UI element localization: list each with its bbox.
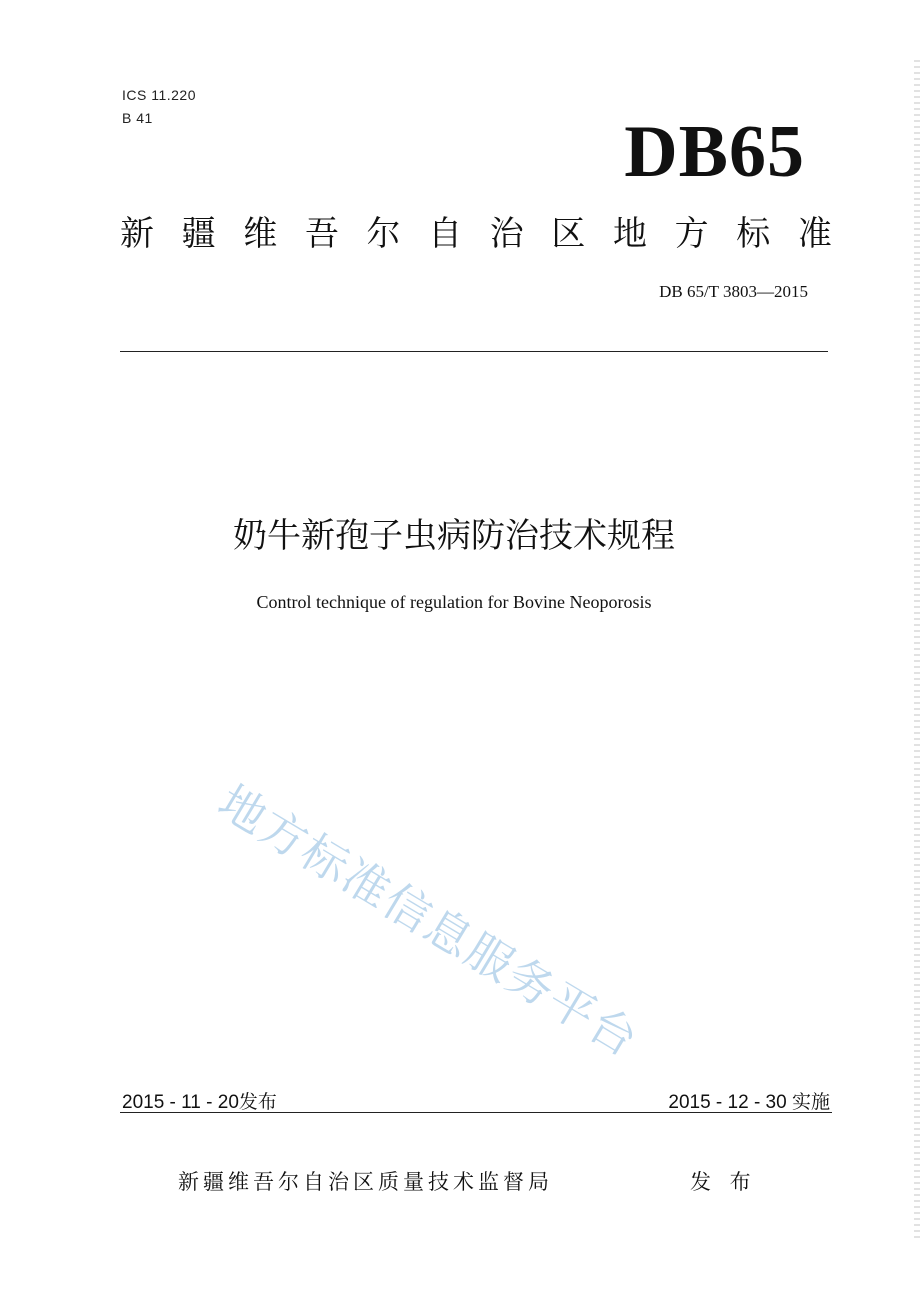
standard-type-char: 吾: [304, 214, 339, 254]
standard-type-char: 新: [120, 214, 154, 254]
issuing-authority: 新疆维吾尔自治区质量技术监督局: [178, 1170, 553, 1194]
standard-type-char: 准: [797, 214, 832, 254]
standard-type-char: 区: [551, 214, 586, 254]
scan-edge-artifact: [914, 60, 920, 1240]
document-title-chinese: 奶牛新孢子虫病防治技术规程: [233, 516, 675, 556]
issuing-authority-suffix: 发 布: [690, 1170, 757, 1194]
watermark-text: 地方标准信息服务平台: [209, 774, 649, 1068]
standard-type-char: 疆: [181, 214, 216, 254]
ccs-code: B 41: [122, 110, 153, 126]
issue-date-value: 2015 - 11 - 20: [122, 1092, 239, 1113]
standard-type-char: 尔: [366, 214, 401, 254]
implementation-date: [668, 1087, 830, 1114]
document-title-english: Control technique of regulation for Bovine Neoporosis: [256, 592, 652, 612]
standard-number: DB 65/T 3803—2015: [659, 282, 808, 301]
db-logo: DB65: [624, 111, 805, 193]
standard-type-char: 治: [489, 214, 524, 254]
issue-date: [122, 1087, 277, 1114]
standard-type-char: 维: [243, 214, 278, 254]
implementation-date-label: 实施: [791, 1091, 830, 1113]
ics-code: ICS 11.220: [122, 87, 197, 103]
issue-date-label: 发布: [238, 1091, 277, 1113]
standard-type-heading: [120, 212, 832, 256]
implementation-date-value: 2015 - 12 - 30: [668, 1092, 787, 1113]
standard-type-char: 方: [674, 214, 709, 254]
header-divider: [120, 351, 828, 352]
standard-type-char: 标: [736, 214, 771, 254]
footer-divider: [120, 1112, 832, 1113]
standard-type-char: 自: [428, 214, 463, 254]
standard-type-char: 地: [613, 214, 647, 254]
